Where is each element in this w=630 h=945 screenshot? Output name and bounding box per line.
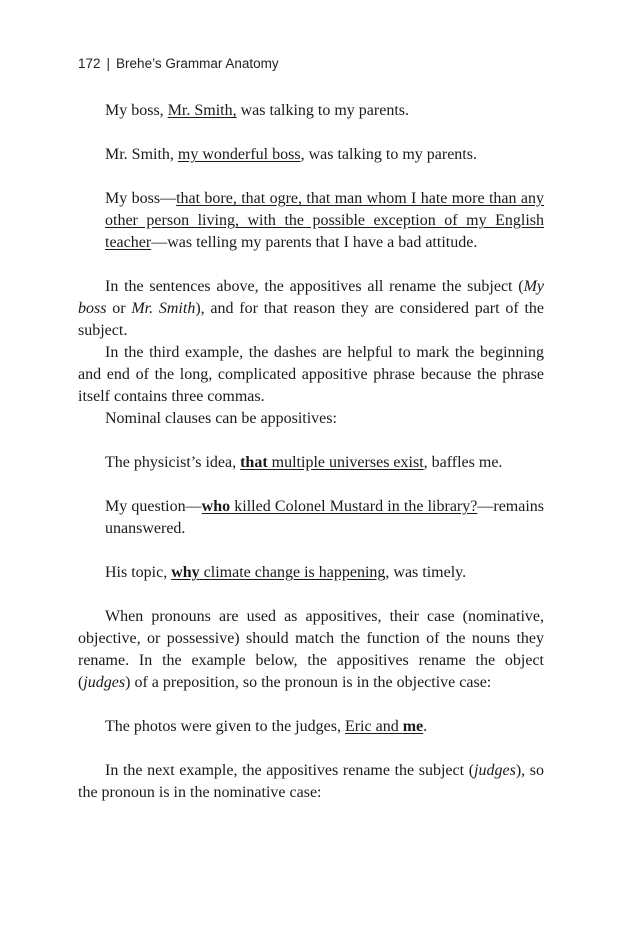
page-number: 172 [78, 56, 101, 71]
book-title: Brehe’s Grammar Anatomy [116, 56, 279, 71]
example-4 [105, 452, 544, 474]
text-run: —was telling my parents that I have a bad attitude. [151, 234, 478, 251]
text-run: ) of a preposition, so the pronoun is in the objective case: [125, 674, 492, 691]
bold-connector: why [171, 564, 200, 581]
text-run: In the sentences above, the appositives all rename the subject ( [105, 278, 524, 295]
text-run: My boss, [105, 102, 168, 119]
text-run: , was timely. [385, 564, 467, 581]
appositive-underline: Mr. Smith, [167, 102, 237, 119]
italic-term: Mr. Smith [131, 300, 196, 317]
italic-term: judges [474, 762, 516, 779]
appositive-underline: climate change is happening [199, 564, 386, 581]
appositive-underline: killed Colonel Mustard in the library? [230, 498, 478, 515]
text-run: The physicist’s idea, [105, 454, 241, 471]
text-run: My boss— [105, 190, 177, 207]
example-7 [105, 716, 544, 738]
paragraph-4 [78, 606, 544, 694]
bold-pronoun: me [402, 718, 424, 735]
paragraph-3: Nominal clauses can be appositives: [105, 410, 337, 427]
example-2 [105, 144, 544, 166]
bold-connector: who [201, 498, 231, 515]
text-run: was talking to my parents. [236, 102, 410, 119]
body-text [78, 100, 544, 804]
text-run: ), and for that reason they are considered part of the subject. [78, 300, 545, 339]
text-run: My question— [105, 498, 202, 515]
appositive-underline: my wonderful boss [177, 146, 301, 163]
text-run: , baffles me. [423, 454, 503, 471]
text-run: His topic, [105, 564, 172, 581]
text-run: ), so the pronoun is in the nominative case: [78, 762, 544, 801]
example-5 [105, 496, 544, 540]
bold-connector: that [240, 454, 268, 471]
header-separator: | [106, 56, 111, 71]
text-run: . [423, 718, 428, 735]
running-head [78, 56, 279, 71]
text-run: When pronouns are used as appositives, their case (nominative, objective, or possessive) should match the function of the nouns they rename. In the example below, the appositives rename the object ( [78, 608, 544, 691]
example-1 [105, 100, 544, 122]
italic-term: judges [83, 674, 126, 691]
text-run: —remains unanswered. [105, 498, 545, 537]
text-run: , was talking to my parents. [300, 146, 477, 163]
example-3 [105, 188, 544, 254]
appositive-underline: that bore, that ogre, that man whom I hate more than any other person living, with the possible exception of my English teacher [105, 190, 544, 251]
paragraph-2: In the third example, the dashes are helpful to mark the beginning and end of the long, complicated appositive phrase because the phrase itself contains three commas. [78, 344, 544, 405]
text-run: Mr. Smith, [105, 146, 178, 163]
appositive-underline: Eric and [344, 718, 403, 735]
text-run: In the next example, the appositives rename the subject ( [105, 762, 475, 779]
paragraph-5 [78, 760, 544, 804]
example-6 [105, 562, 544, 584]
text-run: The photos were given to the judges, [105, 718, 345, 735]
paragraph-1 [78, 276, 544, 342]
italic-term: My boss [78, 278, 544, 317]
appositive-underline: multiple universes exist [267, 454, 424, 471]
text-run: or [106, 300, 132, 317]
